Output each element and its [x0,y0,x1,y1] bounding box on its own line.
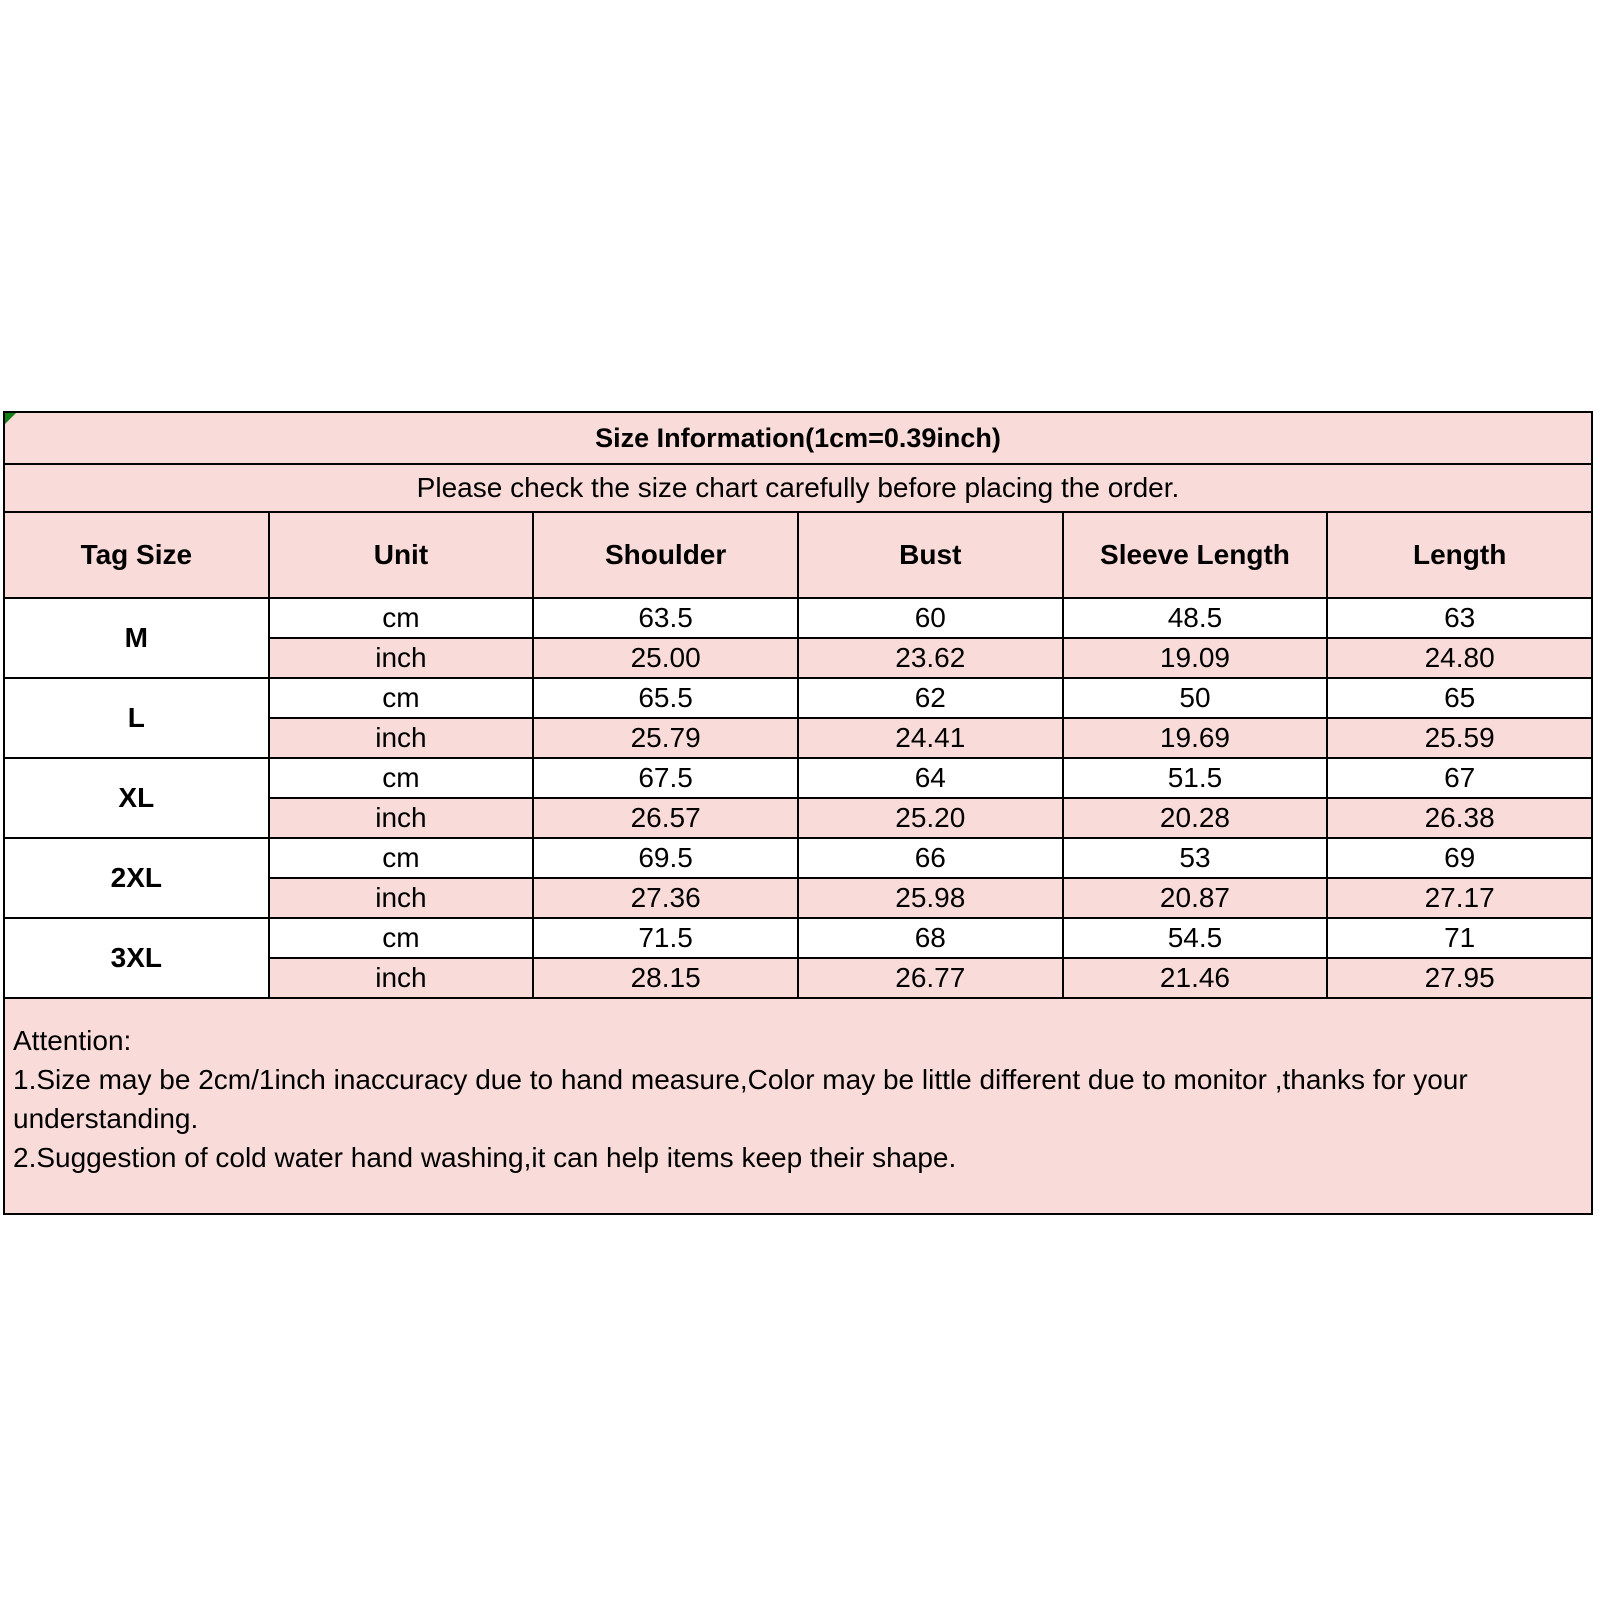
size-chart-sheet [3,411,1593,1215]
row-3xl-cm [4,918,1592,958]
value-cell: 60 [798,598,1063,638]
value-cell: 19.09 [1063,638,1328,678]
value-cell: 64 [798,758,1063,798]
value-cell: 27.17 [1327,878,1592,918]
value-cell: 25.20 [798,798,1063,838]
value-cell: 25.59 [1327,718,1592,758]
row-xl-cm [4,758,1592,798]
table-subtitle: Please check the size chart carefully before placing the order. [4,464,1592,512]
row-l-cm [4,678,1592,718]
value-cell: 67.5 [533,758,798,798]
tag-size-cell: 3XL [4,918,269,998]
value-cell: 62 [798,678,1063,718]
value-cell: 20.28 [1063,798,1328,838]
value-cell: 27.36 [533,878,798,918]
value-cell: 71.5 [533,918,798,958]
value-cell: 66 [798,838,1063,878]
value-cell: 71 [1327,918,1592,958]
value-cell: 20.87 [1063,878,1328,918]
value-cell: 24.41 [798,718,1063,758]
unit-label-cell: cm [269,678,534,718]
size-table [3,411,1593,1215]
attention-note-1: 1.Size may be 2cm/1inch inaccuracy due to hand measure,Color may be little different due to monitor ,thanks for your understanding. [13,1064,1468,1134]
value-cell: 65 [1327,678,1592,718]
row-m-cm [4,598,1592,638]
value-cell: 25.00 [533,638,798,678]
value-cell: 69.5 [533,838,798,878]
unit-label-cell: cm [269,758,534,798]
value-cell: 21.46 [1063,958,1328,998]
unit-label-cell: inch [269,878,534,918]
value-cell: 26.77 [798,958,1063,998]
value-cell: 50 [1063,678,1328,718]
value-cell: 24.80 [1327,638,1592,678]
value-cell: 48.5 [1063,598,1328,638]
value-cell: 26.57 [533,798,798,838]
value-cell: 26.38 [1327,798,1592,838]
column-header-unit: Unit [269,512,534,598]
attention-note-2: 2.Suggestion of cold water hand washing,it can help items keep their shape. [13,1142,957,1173]
attention-row [4,998,1592,1214]
unit-label-cell: inch [269,798,534,838]
value-cell: 65.5 [533,678,798,718]
value-cell: 27.95 [1327,958,1592,998]
column-header-tag-size: Tag Size [4,512,269,598]
tag-size-cell: M [4,598,269,678]
title-row [4,412,1592,464]
tag-size-cell: XL [4,758,269,838]
value-cell: 67 [1327,758,1592,798]
green-corner-marker-icon [5,413,16,424]
value-cell: 54.5 [1063,918,1328,958]
value-cell: 63 [1327,598,1592,638]
value-cell: 51.5 [1063,758,1328,798]
value-cell: 53 [1063,838,1328,878]
unit-label-cell: inch [269,718,534,758]
value-cell: 69 [1327,838,1592,878]
value-cell: 25.79 [533,718,798,758]
table-title: Size Information(1cm=0.39inch) [4,412,1592,464]
unit-label-cell: cm [269,918,534,958]
value-cell: 23.62 [798,638,1063,678]
column-header-shoulder: Shoulder [533,512,798,598]
column-header-length: Length [1327,512,1592,598]
subtitle-row [4,464,1592,512]
value-cell: 68 [798,918,1063,958]
unit-label-cell: inch [269,958,534,998]
header-row [4,512,1592,598]
unit-label-cell: cm [269,598,534,638]
column-header-sleeve-length: Sleeve Length [1063,512,1328,598]
value-cell: 28.15 [533,958,798,998]
row-2xl-cm [4,838,1592,878]
value-cell: 63.5 [533,598,798,638]
tag-size-cell: L [4,678,269,758]
value-cell: 25.98 [798,878,1063,918]
unit-label-cell: cm [269,838,534,878]
value-cell: 19.69 [1063,718,1328,758]
unit-label-cell: inch [269,638,534,678]
attention-heading: Attention: [13,1025,132,1056]
attention-section [4,998,1592,1214]
tag-size-cell: 2XL [4,838,269,918]
column-header-bust: Bust [798,512,1063,598]
